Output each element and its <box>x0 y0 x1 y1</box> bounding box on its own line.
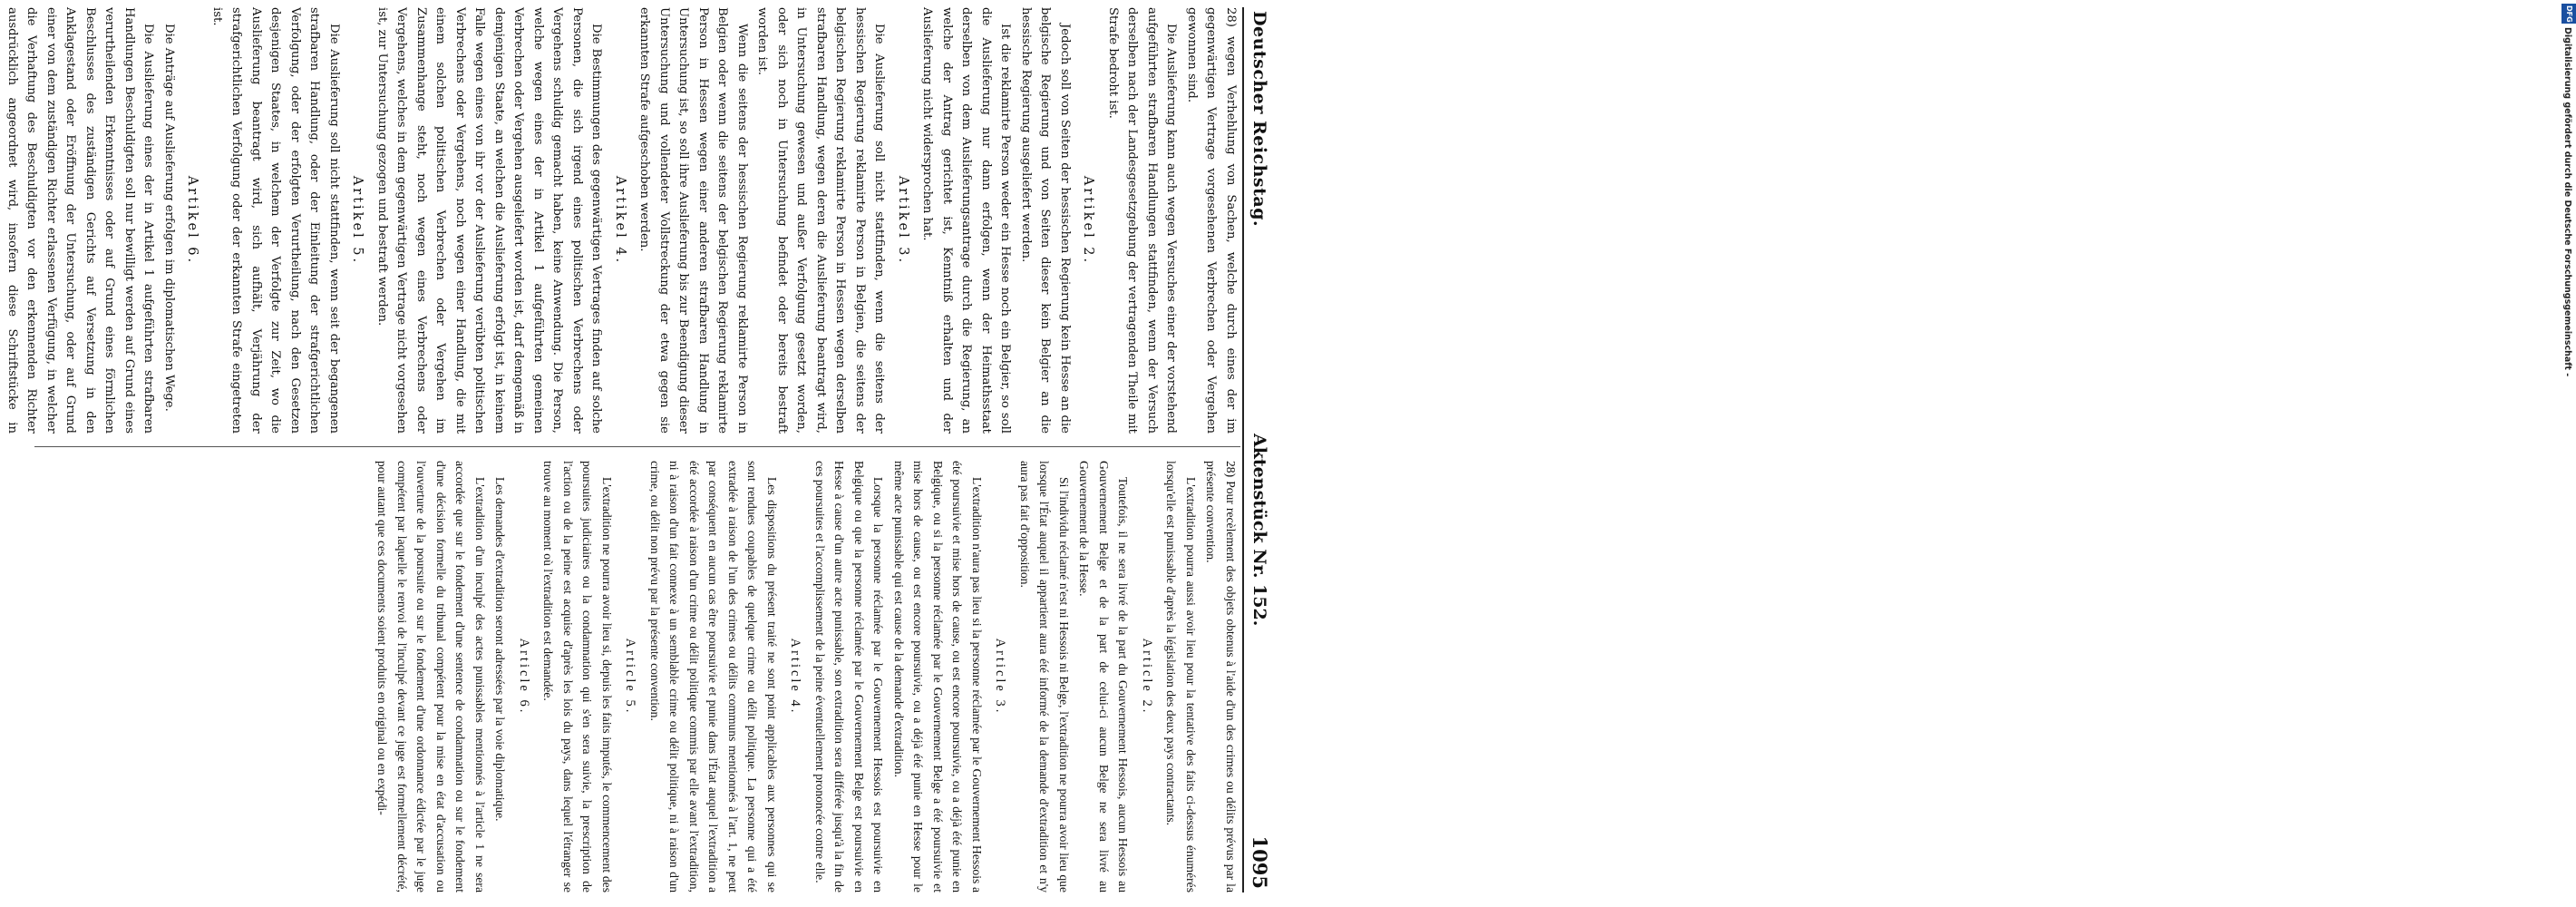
german-article-6-title: Artikel 6. <box>185 175 200 266</box>
french-article-2-title: Article 2. <box>1140 638 1154 716</box>
french-article-4-title: Article 4. <box>788 638 803 716</box>
header-document-number: Aktenstück Nr. 152. <box>1249 434 1269 627</box>
german-article-4-title: Artikel 4. <box>613 175 627 266</box>
rotated-page-content <box>5 7 1277 892</box>
column-divider <box>34 446 1240 447</box>
french-paragraph: Lorsque la personne réclamée par le Gouvernement Hessois est poursuivie en Belgique ou que la personne réclamée par le Gouvernement Belge est poursuivie en Hesse à cause d'un autre acte punissable, son extradition sera différée jusqu'à la fin de ces poursuites et l'accomplissement de la peine éventuellement prononcée contre elle. <box>813 461 886 892</box>
french-paragraph: L'extradition d'un inculpé des actes punissables mentionnés à l'article 1 ne sera accordée que sur le fondement d'une sentence de condamnation ou sur le fondement d'une décision formelle du tribunal compétent pour la mise en état d'accusation ou l'ouverture de la poursuite ou sur le fondement d'une ordonnance édictée par le juge compétent par laquelle le renvoi de l'inculpé devant ce juge est formellement décrété, pour autant que ces documents soient produits en original ou en expédi- <box>375 461 487 892</box>
german-article-3-title: Artikel 3. <box>896 175 910 266</box>
header-reichstag: Deutscher Reichstag. <box>1249 11 1269 228</box>
french-article-3-title: Article 3. <box>993 638 1008 716</box>
french-paragraph: Les dispositions du présent traité ne sont point applicables aux personnes qui se sont rendues coupables de quelque crime ou délit politique. La personne qui a été extradée à raison de l'un des crimes ou délits communs mentionnés à l'art. 1, ne peut par conséquent en aucun cas être poursuivie et punie dans l'État auquel l'extradition a été accordée à raison d'un crime ou délit politique commis par elle avant l'extradition, ni à raison d'un fait connexe à un semblable crime ou délit politique, ni à raison d'un crime, ou délit non prévu par la présente convention. <box>648 461 779 892</box>
german-article-2-title: Artikel 2. <box>1081 175 1096 266</box>
german-paragraph: 28) wegen Verhehlung von Sachen, welche durch eines der im gegenwärtigen Vertrage vorgesehenen Verbrechen oder Vergehen gewonnen sind. <box>1185 7 1238 434</box>
german-paragraph: Die Anträge auf Auslieferung erfolgen im diplomatischen Wege. <box>162 24 176 412</box>
german-paragraph: Die Auslieferung kann auch wegen Versuches einer der vorstehend aufgeführten strafbaren Handlungen stattfinden, wenn der Versuch derselben nach der Landesgesetzgebung der vertragenden Theile mit Strafe bedroht ist. <box>1106 7 1179 434</box>
french-paragraph: L'extradition n'aura pas lieu si la personne réclamée par le Gouvernement Hessois a été poursuivie et mise hors de cause, ou est encore poursuivie, ou a déjà été punie en Belgique, ou si la personne réclamée par le Gouvernement Belge a été poursuivie et mise hors de cause, ou est encore poursuivie, ou a déjà été punie en Hesse pour le même acte punissable qui est cause de la demande d'extradition. <box>892 461 984 892</box>
french-column <box>34 461 1240 892</box>
french-paragraph: L'extradition ne pourra avoir lieu si, depuis les faits imputés, le commencement des poursuites judiciaires ou la condamnation qui s'en sera suivie, la prescription de l'action ou de la peine est acquise d'après les lois du pays, dans lequel l'étranger se trouve au moment où l'extradition est demandée. <box>541 461 614 892</box>
digitization-margin <box>1280 0 2573 907</box>
german-paragraph: Die Auslieferung soll nicht stattfinden, wenn die seitens der hessischen Regierung reklamirte Person in Belgien, die seitens der belgischen Regierung reklamirte Person in Hessen wegen derselben strafbaren Handlung, wegen deren die Auslieferung beantragt wird, in Untersuchung gewesen und außer Verfolgung gesetzt worden, oder sich noch in Untersuchung befindet oder bereits bestraft worden ist. <box>755 7 887 434</box>
german-paragraph: Wenn die seitens der hessischen Regierung reklamirte Person in Belgien oder wenn die seitens der belgischen Regierung reklamirte Person in Hessen wegen einer anderen strafbaren Handlung in Untersuchung ist, so soll ihre Auslieferung bis zur Beendigung dieser Untersuchung und vollendeter Vollstreckung der etwa gegen sie erkannten Strafe aufgeschoben werden. <box>637 7 749 434</box>
french-paragraph: Toutefois, il ne sera livré de la part du Gouvernement Hessois, aucun Hessois au Gouvernement Belge et de la part de celui-ci aucun Belge ne sera livré au Gouvernement de la Hesse. <box>1077 461 1131 892</box>
german-paragraph: Jedoch soll von Seiten der hessischen Regierung kein Hesse an die belgische Regierung und von Seiten dieser kein Belgier an die hessische Regierung ausgeliefert werden. <box>1019 7 1072 434</box>
german-article-5-title: Artikel 5. <box>350 175 365 266</box>
french-paragraph: L'extradition pourra aussi avoir lieu pour la tentative des faits ci-dessus énumérés lorsqu'elle est punissable d'après la législation des deux pays contractants. <box>1164 461 1198 892</box>
page-number: 1095 <box>1249 835 1271 889</box>
german-paragraph: Die Bestimmungen des gegenwärtigen Vertrages finden auf solche Personen, die sich irgend eines politischen Verbrechens oder Vergehens schuldig gemacht haben, keine Anwendung. Die Person, welche wegen eines der in Artikel 1 aufgeführten gemeinen Verbrechen oder Vergehen ausgeliefert worden ist, darf demgemäß in demjenigen Staate, an welchen die Auslieferung erfolgt ist, in keinem Falle wegen eines von ihr vor der Auslieferung verübten politischen Verbrechens oder Vergehens, noch wegen einer Handlung, die mit einem solchen politischen Verbrechen oder Vergehen im Zusammenhange steht, noch wegen eines Verbrechens oder Vergehens, welches in dem gegenwärtigen Vertrage nicht vorgesehen ist, zur Untersuchung gezogen und bestraft werden. <box>375 7 604 434</box>
german-paragraph: Die Auslieferung eines der in Artikel 1 aufgeführten strafbaren Handlungen Beschuldigten soll nur bewilligt werden auf Grund eines verurtheilenden Erkenntnisses oder auf Grund eines förmlichen Beschlusses des zuständigen Gerichts auf Versetzung in den Anklagestand oder Eröffnung der Untersuchung, oder auf Grund einer von dem zuständigen Richter erlassenen Verfügung, in welcher die Verhaftung des Beschuldigten vor den erkennenden Richter ausdrücklich angeordnet wird, insofern diese Schriftstücke in <box>5 7 156 434</box>
french-paragraph: Les demandes d'extradition seront adressées par la voie diplomatique. <box>493 477 508 822</box>
german-paragraph: Ist die reklamirte Person weder ein Hesse noch ein Belgier, so soll die Auslieferung nur dann erfolgen, wenn der Heimathsstaat derselben von dem Auslieferungsantrage durch die Regierung, an welche der Antrag gerichtet ist, Kenntniß erhalten und der Auslieferung nicht widersprochen hat. <box>920 7 1013 434</box>
german-column <box>5 7 1240 434</box>
page-header <box>1242 7 1277 892</box>
digitization-credit: Digitalisierung gefördert durch die Deutsche Forschungsgemeinschaft - <box>2562 27 2572 377</box>
french-article-6-title: Article 6. <box>517 638 531 716</box>
french-paragraph: Si l'individu réclamé n'est ni Hessois ni Belge, l'extradition ne pourra avoir lieu que lorsque l'État auquel il appartient aura été informé de la demande d'extradition et n'y aura pas fait d'opposition. <box>1018 461 1071 892</box>
dfg-logo: DFG <box>2561 4 2576 24</box>
french-paragraph: 28) Pour recèlement des objets obtenus à l'aide d'un des crimes ou délits prévus par la présente convention. <box>1204 461 1238 892</box>
german-paragraph: Die Auslieferung soll nicht stattfinden, wenn seit der begangenen strafbaren Handlung, oder der Einleitung der strafgerichtlichen Verfolgung, oder der erfolgten Verurtheilung, nach den Gesetzen desjenigen Staates, in welchem der Verfolgte zur Zeit, wo die Auslieferung beantragt wird, sich aufhält, Verjährung der strafgerichtlichen Verfolgung oder der erkannten Strafe eingetreten ist. <box>210 7 341 434</box>
french-article-5-title: Article 5. <box>623 638 638 716</box>
